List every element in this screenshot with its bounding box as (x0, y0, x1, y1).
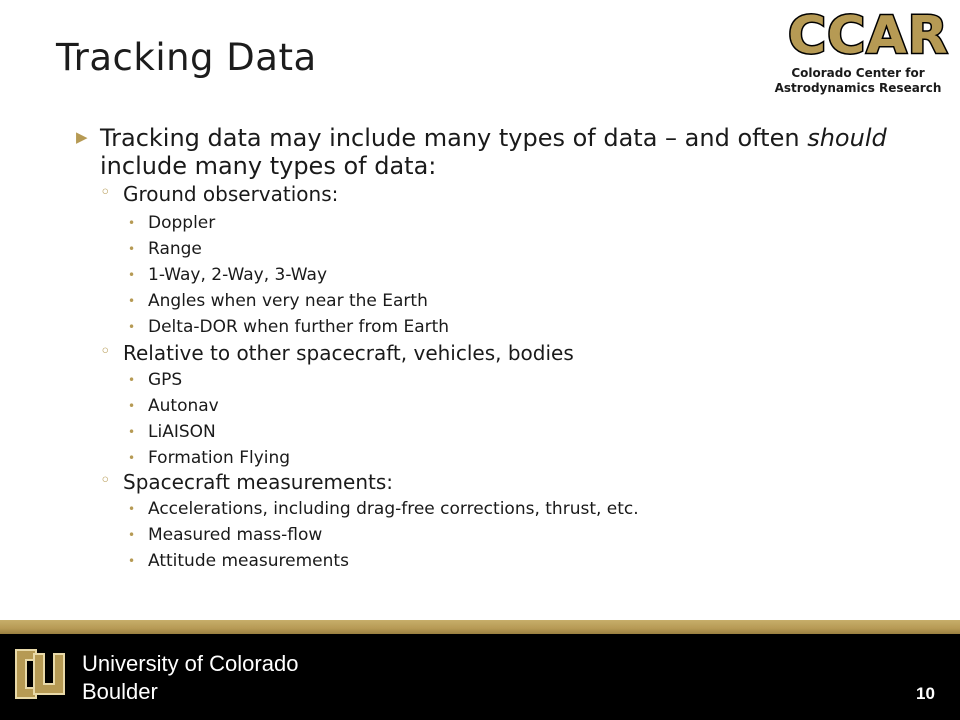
ccar-logo (768, 6, 948, 101)
triangle-right-icon: ▶ (76, 128, 88, 146)
university-name-line1: University of Colorado (82, 651, 299, 676)
dot-icon: • (128, 216, 136, 230)
page-number: 10 (916, 684, 935, 703)
dot-icon: • (128, 451, 136, 465)
cu-logo-icon (8, 642, 72, 706)
dot-icon: • (128, 294, 136, 308)
ccar-logo-letters: CCAR (788, 6, 949, 66)
ccar-logo-line2: Astrodynamics Research (774, 81, 942, 95)
dot-icon: • (128, 502, 136, 516)
hollow-circle-icon: ◦ (100, 182, 111, 203)
dot-icon: • (128, 268, 136, 282)
slide-title: Tracking Data (56, 36, 317, 79)
university-name (82, 650, 298, 706)
footer-gold-stripe (0, 620, 960, 634)
university-name-line2: Boulder (82, 679, 158, 704)
dot-icon: • (128, 425, 136, 439)
dot-icon: • (128, 373, 136, 387)
hollow-circle-icon: ◦ (100, 341, 111, 362)
ccar-logo-line1: Colorado Center for (791, 66, 925, 80)
main-bullet-emphasis: should (807, 124, 887, 152)
main-bullet-text (100, 124, 910, 180)
dot-icon: • (128, 554, 136, 568)
main-bullet-text-before: Tracking data may include many types of data – and often (100, 124, 808, 152)
dot-icon: • (128, 242, 136, 256)
main-bullet-text-after: include many types of data: (100, 152, 437, 180)
dot-icon: • (128, 528, 136, 542)
dot-icon: • (128, 320, 136, 334)
dot-icon: • (128, 399, 136, 413)
hollow-circle-icon: ◦ (100, 470, 111, 491)
